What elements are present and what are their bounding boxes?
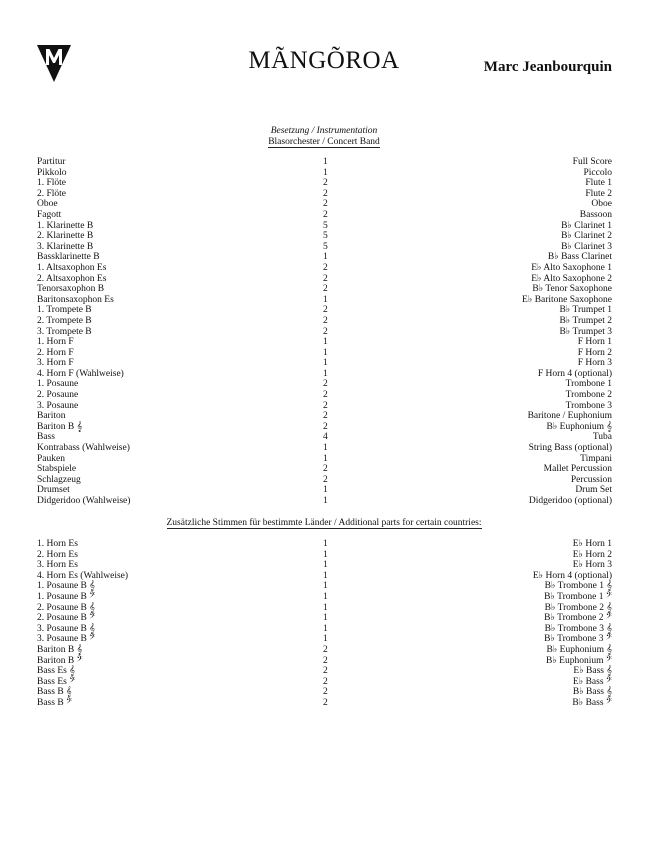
list-item <box>37 379 612 390</box>
part-name-english: E♭ Horn 1 <box>572 539 612 549</box>
part-name-german: Bariton B 𝄢 <box>37 655 83 666</box>
part-quantity: 2 <box>323 697 328 708</box>
part-name-english: B♭ Tenor Saxophone <box>532 284 612 295</box>
part-name-english: B♭ Trombone 1 𝄢 <box>544 591 612 602</box>
part-name-german: Stabspiele <box>37 464 77 475</box>
part-name-german: 1. Posaune <box>37 379 79 390</box>
part-quantity: 2 <box>323 655 328 666</box>
part-name-english: B♭ Euphonium 𝄞 <box>546 421 612 432</box>
part-quantity: 2 <box>323 464 328 475</box>
part-quantity: 2 <box>323 390 328 401</box>
list-item <box>37 168 612 179</box>
part-name-english: B♭ Trombone 2 𝄞 <box>544 602 612 613</box>
part-name-english: B♭ Trombone 2 𝄢 <box>544 613 612 624</box>
part-name-german: 1. Horn Es <box>37 539 78 549</box>
part-name-english: Flute 1 <box>585 178 612 189</box>
part-name-german: 3. Posaune B 𝄢 <box>37 634 96 645</box>
part-name-english: E♭ Bass 𝄞 <box>573 666 612 677</box>
part-name-german: 2. Flöte <box>37 188 67 199</box>
part-quantity: 2 <box>323 666 328 677</box>
part-quantity: 2 <box>323 284 328 295</box>
part-name-english: B♭ Clarinet 3 <box>561 241 612 252</box>
list-item <box>37 263 612 274</box>
list-item <box>37 284 612 295</box>
additional-parts-heading-text: Zusätzliche Stimmen für bestimmte Länder / Additional parts for certain countries: <box>166 518 482 528</box>
part-name-german: 2. Posaune <box>37 390 79 401</box>
list-item <box>37 454 612 465</box>
part-quantity: 2 <box>323 687 328 698</box>
part-name-english: B♭ Trumpet 1 <box>559 305 612 316</box>
part-name-german: Kontrabass (Wahlweise) <box>37 443 130 454</box>
part-name-english: Trombone 1 <box>565 379 612 390</box>
part-quantity: 2 <box>323 305 328 316</box>
part-name-english: Mallet Percussion <box>543 464 612 475</box>
part-name-german: Fagott <box>37 209 62 220</box>
part-name-english: B♭ Trumpet 3 <box>559 326 612 337</box>
part-name-english: B♭ Euphonium 𝄢 <box>545 655 612 666</box>
part-name-english: Trombone 2 <box>565 390 612 401</box>
list-item <box>37 432 612 443</box>
part-name-english: B♭ Clarinet 2 <box>561 231 612 242</box>
part-quantity: 4 <box>323 432 328 443</box>
part-name-english: E♭ Horn 4 (optional) <box>532 570 612 581</box>
part-name-german: 1. Flöte <box>37 178 67 189</box>
list-item <box>37 358 612 369</box>
list-item <box>37 666 612 677</box>
list-item <box>37 305 612 316</box>
part-name-german: 1. Posaune B 𝄞 <box>37 581 95 592</box>
list-item <box>37 571 612 582</box>
list-item <box>37 677 612 688</box>
list-item <box>37 369 612 380</box>
part-name-german: Bariton B 𝄞 <box>37 421 83 432</box>
list-item <box>37 178 612 189</box>
part-name-english: Drum Set <box>575 485 612 496</box>
part-name-german: 2. Klarinette B <box>37 231 94 242</box>
part-name-german: Bass <box>37 432 55 443</box>
part-name-german: 4. Horn Es (Wahlweise) <box>37 570 129 581</box>
part-name-english: Baritone / Euphonium <box>527 411 612 422</box>
composer-name: Marc Jeanbourquin <box>483 59 612 75</box>
part-quantity: 1 <box>323 347 328 358</box>
part-name-english: E♭ Alto Saxophone 2 <box>531 273 612 284</box>
part-name-english: String Bass (optional) <box>528 443 612 454</box>
part-name-english: E♭ Horn 3 <box>572 560 612 571</box>
part-name-german: 3. Posaune <box>37 400 79 411</box>
part-quantity: 1 <box>323 496 328 506</box>
part-name-english: Piccolo <box>583 167 612 178</box>
part-quantity: 1 <box>323 358 328 369</box>
part-quantity: 2 <box>323 262 328 273</box>
list-item <box>37 189 612 200</box>
list-item <box>37 295 612 306</box>
part-quantity: 2 <box>323 273 328 284</box>
part-name-german: Pikkolo <box>37 167 67 178</box>
part-quantity: 2 <box>323 379 328 390</box>
part-name-english: Timpani <box>580 453 612 464</box>
part-name-english: Full Score <box>572 157 612 167</box>
part-quantity: 1 <box>323 549 328 560</box>
part-name-english: B♭ Trombone 1 𝄞 <box>544 581 612 592</box>
part-name-german: Drumset <box>37 485 70 496</box>
list-item <box>37 496 612 507</box>
part-quantity: 2 <box>323 411 328 422</box>
part-name-german: 2. Posaune B 𝄢 <box>37 613 96 624</box>
list-item <box>37 252 612 263</box>
part-quantity: 2 <box>323 199 328 210</box>
part-quantity: 5 <box>323 220 328 231</box>
part-quantity: 1 <box>323 368 328 379</box>
list-item <box>37 199 612 210</box>
part-name-german: 1. Posaune B 𝄢 <box>37 591 96 602</box>
part-quantity: 1 <box>323 485 328 496</box>
part-name-english: B♭ Bass Clarinet <box>547 252 612 263</box>
part-name-german: Schlagzeug <box>37 474 81 485</box>
list-item <box>37 231 612 242</box>
part-quantity: 2 <box>323 209 328 220</box>
part-name-german: Bariton <box>37 411 66 422</box>
additional-parts-list <box>37 539 612 709</box>
list-item <box>37 327 612 338</box>
part-name-german: Bass B 𝄞 <box>37 687 72 698</box>
list-item <box>37 475 612 486</box>
list-item <box>37 210 612 221</box>
part-quantity: 1 <box>323 634 328 645</box>
list-item <box>37 411 612 422</box>
instrumentation-list <box>37 157 612 507</box>
part-quantity: 2 <box>323 178 328 189</box>
instrumentation-heading-italic: Besetzung / Instrumentation <box>270 126 378 136</box>
list-item <box>37 443 612 454</box>
list-item <box>37 645 612 656</box>
part-quantity: 2 <box>323 400 328 411</box>
part-quantity: 1 <box>323 581 328 592</box>
part-name-german: Didgeridoo (Wahlweise) <box>37 496 131 506</box>
part-name-english: Oboe <box>591 199 612 210</box>
part-name-english: Percussion <box>570 474 612 485</box>
part-name-english: Tuba <box>592 432 612 443</box>
list-item <box>37 592 612 603</box>
list-item <box>37 550 612 561</box>
part-quantity: 1 <box>323 560 328 571</box>
instrumentation-heading-text: Blasorchester / Concert Band <box>268 137 380 147</box>
part-name-german: Oboe <box>37 199 58 210</box>
list-item <box>37 656 612 667</box>
part-name-english: E♭ Bass 𝄢 <box>572 676 612 687</box>
list-item <box>37 316 612 327</box>
part-name-english: Trombone 3 <box>565 400 612 411</box>
part-name-english: E♭ Horn 2 <box>572 549 612 560</box>
part-quantity: 2 <box>323 421 328 432</box>
part-name-german: 1. Altsaxophon Es <box>37 262 107 273</box>
list-item <box>37 274 612 285</box>
part-quantity: 2 <box>323 644 328 655</box>
part-quantity: 2 <box>323 315 328 326</box>
part-quantity: 5 <box>323 231 328 242</box>
part-name-english: B♭ Trombone 3 𝄞 <box>544 623 612 634</box>
part-name-german: Bariton B 𝄞 <box>37 644 83 655</box>
list-item <box>37 401 612 412</box>
part-quantity: 1 <box>323 539 328 549</box>
list-item <box>37 698 612 709</box>
part-name-english: Didgeridoo (optional) <box>528 496 612 506</box>
list-item <box>37 221 612 232</box>
list-item <box>37 464 612 475</box>
part-name-english: F Horn 3 <box>577 358 612 369</box>
part-name-german: 3. Horn Es <box>37 560 78 571</box>
part-quantity: 1 <box>323 294 328 305</box>
list-item <box>37 157 612 168</box>
list-item <box>37 613 612 624</box>
part-name-english: F Horn 4 (optional) <box>537 368 612 379</box>
part-quantity: 2 <box>323 474 328 485</box>
piece-title: MÃNGÕROA <box>248 47 400 74</box>
part-name-german: 3. Klarinette B <box>37 241 94 252</box>
part-quantity: 1 <box>323 591 328 602</box>
list-item <box>37 624 612 635</box>
part-name-german: Baritonsaxophon Es <box>37 294 114 305</box>
part-quantity: 2 <box>323 326 328 337</box>
list-item <box>37 560 612 571</box>
part-name-german: 1. Horn F <box>37 337 74 348</box>
part-quantity: 1 <box>323 252 328 263</box>
list-item <box>37 242 612 253</box>
part-quantity: 1 <box>323 623 328 634</box>
part-quantity: 1 <box>323 443 328 454</box>
part-quantity: 2 <box>323 676 328 687</box>
part-quantity: 1 <box>323 167 328 178</box>
part-name-english: F Horn 1 <box>577 337 612 348</box>
part-name-german: 1. Trompete B <box>37 305 92 316</box>
list-item <box>37 539 612 550</box>
part-name-german: Partitur <box>37 157 66 167</box>
part-name-german: 1. Klarinette B <box>37 220 94 231</box>
part-name-english: B♭ Clarinet 1 <box>561 220 612 231</box>
part-quantity: 5 <box>323 241 328 252</box>
part-name-german: Bass Es 𝄞 <box>37 666 75 677</box>
part-name-german: 2. Trompete B <box>37 315 92 326</box>
list-item <box>37 348 612 359</box>
part-name-german: Tenorsaxophon B <box>37 284 105 295</box>
part-name-german: 3. Posaune B 𝄞 <box>37 623 95 634</box>
list-item <box>37 337 612 348</box>
part-name-german: Pauken <box>37 453 65 464</box>
list-item <box>37 687 612 698</box>
part-name-german: 3. Trompete B <box>37 326 92 337</box>
additional-parts-heading <box>0 518 648 529</box>
part-name-german: Bass B 𝄢 <box>37 697 73 708</box>
part-name-english: B♭ Euphonium 𝄞 <box>546 644 612 655</box>
list-item <box>37 634 612 645</box>
list-item <box>37 422 612 433</box>
list-item <box>37 581 612 592</box>
part-name-german: 2. Horn Es <box>37 549 78 560</box>
part-name-english: E♭ Baritone Saxophone <box>522 294 612 305</box>
part-quantity: 1 <box>323 613 328 624</box>
part-quantity: 1 <box>323 157 328 167</box>
part-name-english: B♭ Bass 𝄞 <box>572 687 612 698</box>
part-name-german: Bass Es 𝄢 <box>37 676 76 687</box>
part-name-english: B♭ Bass 𝄢 <box>572 697 612 708</box>
list-item <box>37 603 612 614</box>
part-quantity: 1 <box>323 570 328 581</box>
part-name-english: E♭ Alto Saxophone 1 <box>531 262 612 273</box>
part-quantity: 1 <box>323 602 328 613</box>
part-name-german: Bassklarinette B <box>37 252 100 263</box>
part-quantity: 1 <box>323 337 328 348</box>
part-name-german: 3. Horn F <box>37 358 74 369</box>
part-name-german: 2. Posaune B 𝄞 <box>37 602 95 613</box>
list-item <box>37 390 612 401</box>
part-name-german: 2. Altsaxophon Es <box>37 273 107 284</box>
part-name-english: Flute 2 <box>585 188 612 199</box>
part-quantity: 2 <box>323 188 328 199</box>
part-quantity: 1 <box>323 453 328 464</box>
instrumentation-heading <box>0 137 648 148</box>
part-name-english: Bassoon <box>579 209 612 220</box>
part-name-german: 4. Horn F (Wahlweise) <box>37 368 124 379</box>
part-name-english: B♭ Trumpet 2 <box>559 315 612 326</box>
list-item <box>37 485 612 496</box>
part-name-english: B♭ Trombone 3 𝄢 <box>544 634 612 645</box>
part-name-english: F Horn 2 <box>577 347 612 358</box>
part-name-german: 2. Horn F <box>37 347 74 358</box>
